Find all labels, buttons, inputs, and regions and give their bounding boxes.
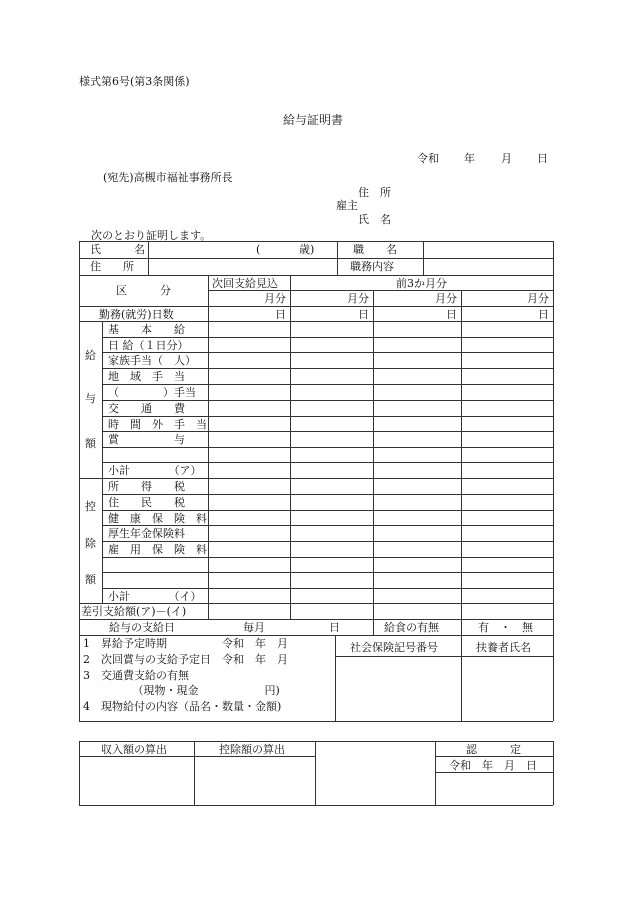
month-unit-3: 月分 <box>527 292 549 305</box>
note-transport: 3 交通費支給の有無 <box>83 669 189 682</box>
address-label: 住 所 <box>90 260 134 273</box>
name-field[interactable] <box>149 242 249 257</box>
job-title-label: 職 名 <box>353 243 397 256</box>
category-header: 区 分 <box>116 284 171 297</box>
pay-item-other-allowance: （ ）手当 <box>108 386 196 399</box>
note-raise-timing: 1 昇給予定時期 令和 年 月 <box>83 637 288 650</box>
pay-item-basic: 基 本 給 <box>108 323 185 336</box>
workdays-label: 勤務(就労)日数 <box>99 308 174 321</box>
approval-date: 令和 年 月 日 <box>449 759 537 772</box>
workdays-unit-3: 日 <box>538 308 549 321</box>
address-field[interactable] <box>149 259 336 274</box>
date-day: 日 <box>537 152 548 165</box>
date-year: 年 <box>464 152 475 165</box>
approval-label: 認 定 <box>466 743 521 756</box>
pay-item-regional: 地 域 手 当 <box>108 370 185 383</box>
addressee: (宛先)高槻市福祉事務所長 <box>103 171 233 184</box>
name-label: 氏 名 <box>90 243 145 256</box>
date-month: 月 <box>501 152 512 165</box>
next-pay-header: 次回支給見込 <box>212 277 278 290</box>
pay-subtotal: 小計 （ア） <box>108 464 202 477</box>
pay-section-char-1: 給 <box>85 349 96 362</box>
form-number: 様式第6号(第3条関係) <box>79 75 190 88</box>
net-pay-label: 差引支給額(ア)－(イ) <box>81 605 187 618</box>
deduct-section-char-1: 控 <box>85 500 96 513</box>
pay-item-bonus: 賞 与 <box>108 433 185 446</box>
payday-label: 給与の支給日 <box>109 621 175 634</box>
deduct-section-char-2: 除 <box>85 537 96 550</box>
note-transport-detail: （現物・現金 円) <box>83 684 280 697</box>
pay-item-transport: 交 通 費 <box>108 402 185 415</box>
meal-value: 有 ・ 無 <box>478 621 533 634</box>
employer-address-label: 住 所 <box>358 186 391 199</box>
deduct-item-resident-tax: 住 民 税 <box>108 496 185 509</box>
meal-label: 給食の有無 <box>384 621 439 634</box>
month-unit-2: 月分 <box>435 292 457 305</box>
pay-section-char-3: 額 <box>85 437 96 450</box>
duty-label: 職務内容 <box>350 260 394 273</box>
deduct-item-income-tax: 所 得 税 <box>108 480 185 493</box>
deduct-item-employment-ins: 雇 用 保 険 料 <box>108 543 207 556</box>
note-in-kind: 4 現物給付の内容（品名・数量・金額) <box>83 700 282 713</box>
duty-field[interactable] <box>424 259 552 274</box>
pay-item-overtime: 時 間 外 手 当 <box>108 418 207 431</box>
date-era: 令和 <box>417 152 439 165</box>
workdays-unit-next: 日 <box>275 308 286 321</box>
page-title: 給与証明書 <box>283 113 344 127</box>
employer-name-label: 氏 名 <box>358 213 391 226</box>
deduct-section-char-3: 額 <box>85 573 96 586</box>
dependent-label: 扶養者氏名 <box>476 641 531 654</box>
month-unit-1: 月分 <box>347 292 369 305</box>
deduction-calc-label: 控除額の算出 <box>219 743 285 756</box>
income-calc-label: 収入額の算出 <box>101 743 167 756</box>
workdays-unit-2: 日 <box>446 308 457 321</box>
note-bonus-date: 2 次回賞与の支給予定日 令和 年 月 <box>83 653 288 666</box>
age-close: 歳) <box>299 243 315 256</box>
pay-item-family: 家族手当（ 人） <box>108 354 196 367</box>
employer-label: 雇主 <box>336 199 358 212</box>
pay-section-char-2: 与 <box>85 392 96 405</box>
job-title-field[interactable] <box>424 242 552 257</box>
deduct-item-health-ins: 健 康 保 険 料 <box>108 512 207 525</box>
social-insurance-label: 社会保険記号番号 <box>350 641 438 654</box>
deduct-item-pension: 厚生年金保険料 <box>108 527 185 540</box>
past-3-months-header: 前3か月分 <box>396 277 447 290</box>
pay-item-daily: 日 給（１日分） <box>108 339 189 352</box>
intro-text: 次のとおり証明します。 <box>91 229 212 242</box>
deduct-subtotal: 小計 （イ） <box>108 590 202 603</box>
payday-day-unit: 日 <box>329 621 340 634</box>
payday-monthly: 毎月 <box>243 621 265 634</box>
age-open: ( <box>256 243 261 256</box>
month-unit-next: 月分 <box>264 292 286 305</box>
workdays-unit-1: 日 <box>358 308 369 321</box>
